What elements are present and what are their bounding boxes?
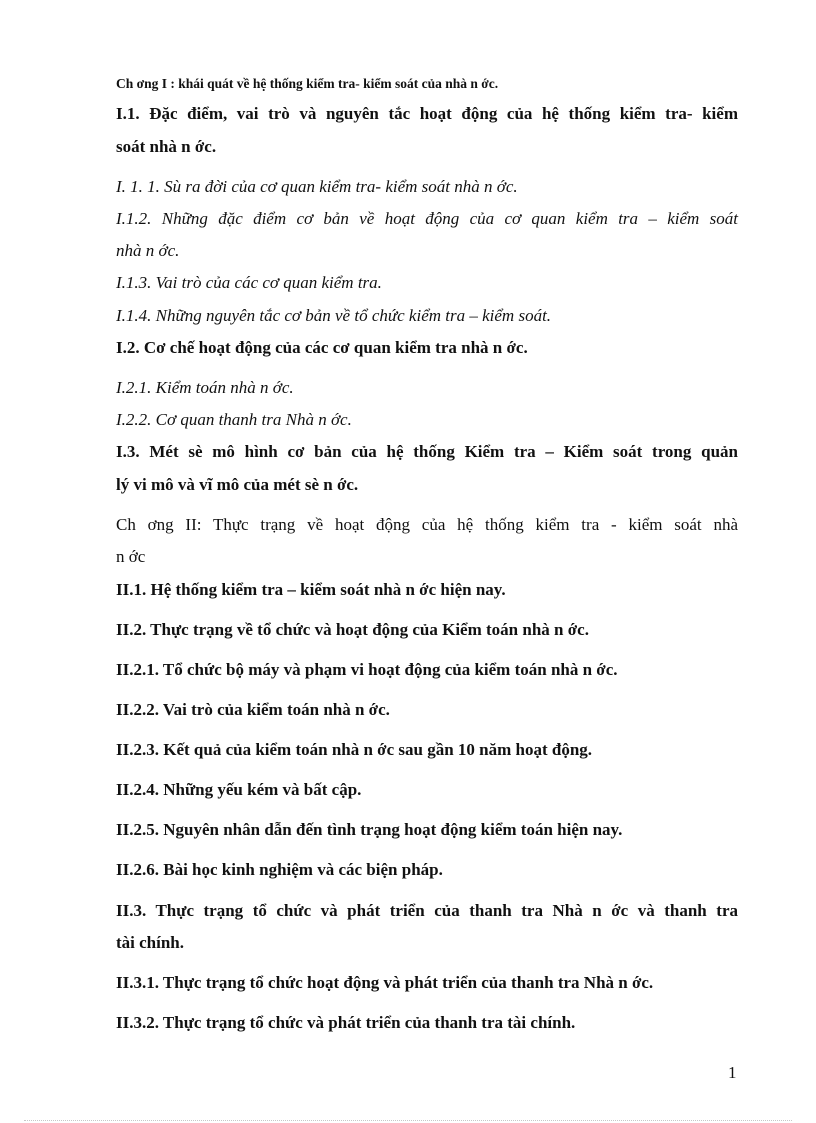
page-bottom-divider [24,1120,792,1121]
subsection-1-2-1: I.2.1. Kiểm toán nhà n ớc. [116,378,294,397]
section-1-1-heading-line2: soát nhà n ớc. [116,137,217,156]
subsection-1-1-1: I. 1. 1. Sù ra đời của cơ quan kiểm tra- kiểm soát nhà n ớc. [116,177,518,196]
subsection-2-2-5: II.2.5. Nguyên nhân dẫn đến tình trạng hoạt động kiểm toán hiện nay. [116,820,623,839]
section-1-1-heading-line1: I.1. Đặc điểm, vai trò và nguyên tắc hoạt động của hệ thống kiểm tra- kiểm [116,104,738,123]
subsection-2-2-1: II.2.1. Tổ chức bộ máy và phạm vi hoạt động của kiểm toán nhà n ớc. [116,660,618,679]
subsection-2-3-2: II.3.2. Thực trạng tổ chức và phát triển của thanh tra tài chính. [116,1013,576,1032]
section-1-2-heading: I.2. Cơ chế hoạt động của các cơ quan kiểm tra nhà n ớc. [116,338,528,357]
subsection-2-2-6: II.2.6. Bài học kinh nghiệm và các biện pháp. [116,860,443,879]
subsection-1-1-4: I.1.4. Những nguyên tắc cơ bản về tổ chức kiểm tra – kiểm soát. [116,306,552,325]
section-2-3-heading-line2: tài chính. [116,933,185,952]
subsection-2-3-1: II.3.1. Thực trạng tổ chức hoạt động và phát triển của thanh tra Nhà n ớc. [116,973,654,992]
subsection-1-1-2-line2: nhà n ớc. [116,241,180,260]
section-1-3-heading-line2: lý vi mô và vĩ mô của mét sè n ớc. [116,475,359,494]
page-number: 1 [728,1063,737,1082]
section-2-2-heading: II.2. Thực trạng về tổ chức và hoạt động của Kiểm toán nhà n ớc. [116,620,589,639]
subsection-2-2-2: II.2.2. Vai trò của kiểm toán nhà n ớc. [116,700,390,719]
subsection-1-1-3: I.1.3. Vai trò của các cơ quan kiểm tra. [116,273,382,292]
subsection-2-2-4: II.2.4. Những yếu kém và bất cập. [116,780,362,799]
subsection-1-2-2: I.2.2. Cơ quan thanh tra Nhà n ớc. [116,410,352,429]
section-2-3-heading-line1: II.3. Thực trạng tổ chức và phát triển của thanh tra Nhà n ớc và thanh tra [116,901,738,920]
section-1-3-heading-line1: I.3. Mét sè mô hình cơ bản của hệ thống Kiểm tra – Kiểm soát trong quản [116,442,738,461]
chapter-2-heading-line1: Ch ơng II: Thực trạng về hoạt động của hệ thống kiểm tra - kiểm soát nhà [116,515,738,534]
subsection-1-1-2-line1: I.1.2. Những đặc điểm cơ bản về hoạt động của cơ quan kiểm tra – kiểm soát [116,209,738,228]
chapter-1-heading: Ch ơng I : khái quát về hệ thống kiểm tra- kiểm soát của nhà n ớc. [116,76,499,91]
chapter-2-heading-line2: n ớc [116,547,146,566]
subsection-2-2-3: II.2.3. Kết quả của kiểm toán nhà n ớc sau gần 10 năm hoạt động. [116,740,593,759]
section-2-1-heading: II.1. Hệ thống kiểm tra – kiểm soát nhà n ớc hiện nay. [116,580,506,599]
